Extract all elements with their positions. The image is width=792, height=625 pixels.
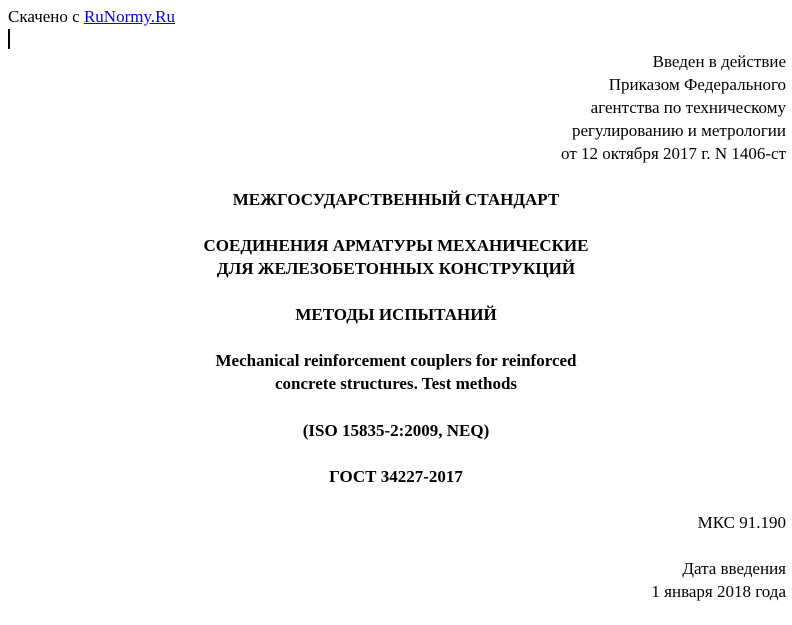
source-link[interactable]: RuNormy.Ru	[83, 7, 175, 26]
iso-reference: (ISO 15835-2:2009, NEQ)	[302, 421, 490, 440]
enactment-line: Приказом Федерального	[608, 75, 786, 94]
enactment-line: регулированию и метрологии	[571, 121, 786, 140]
source-prefix: Скачено с	[8, 7, 80, 26]
enactment-note	[561, 50, 786, 165]
title-en-line: concrete structures. Test methods	[274, 374, 518, 393]
title-ru	[0, 234, 792, 280]
source-line	[8, 5, 175, 28]
title-ru-line: СОЕДИНЕНИЯ АРМАТУРЫ МЕХАНИЧЕСКИЕ	[203, 236, 589, 255]
title-en	[0, 349, 792, 395]
title-ru-line: ДЛЯ ЖЕЛЕЗОБЕТОННЫХ КОНСТРУКЦИЙ	[216, 259, 576, 278]
enactment-line: от 12 октября 2017 г. N 1406-ст	[561, 144, 786, 163]
intro-date-label: Дата введения	[682, 559, 786, 578]
enactment-line: Введен в действие	[652, 52, 786, 71]
text-cursor	[8, 29, 10, 49]
title-en-line: Mechanical reinforcement couplers for reinforced	[215, 351, 577, 370]
gost-code: ГОСТ 34227-2017	[329, 467, 463, 486]
standard-type-heading: МЕЖГОСУДАРСТВЕННЫЙ СТАНДАРТ	[232, 190, 560, 209]
enactment-line: агентства по техническому	[590, 98, 786, 117]
mks-code: МКС 91.190	[697, 513, 786, 532]
intro-date-value: 1 января 2018 года	[651, 582, 786, 601]
subtitle-ru: МЕТОДЫ ИСПЫТАНИЙ	[295, 305, 497, 324]
